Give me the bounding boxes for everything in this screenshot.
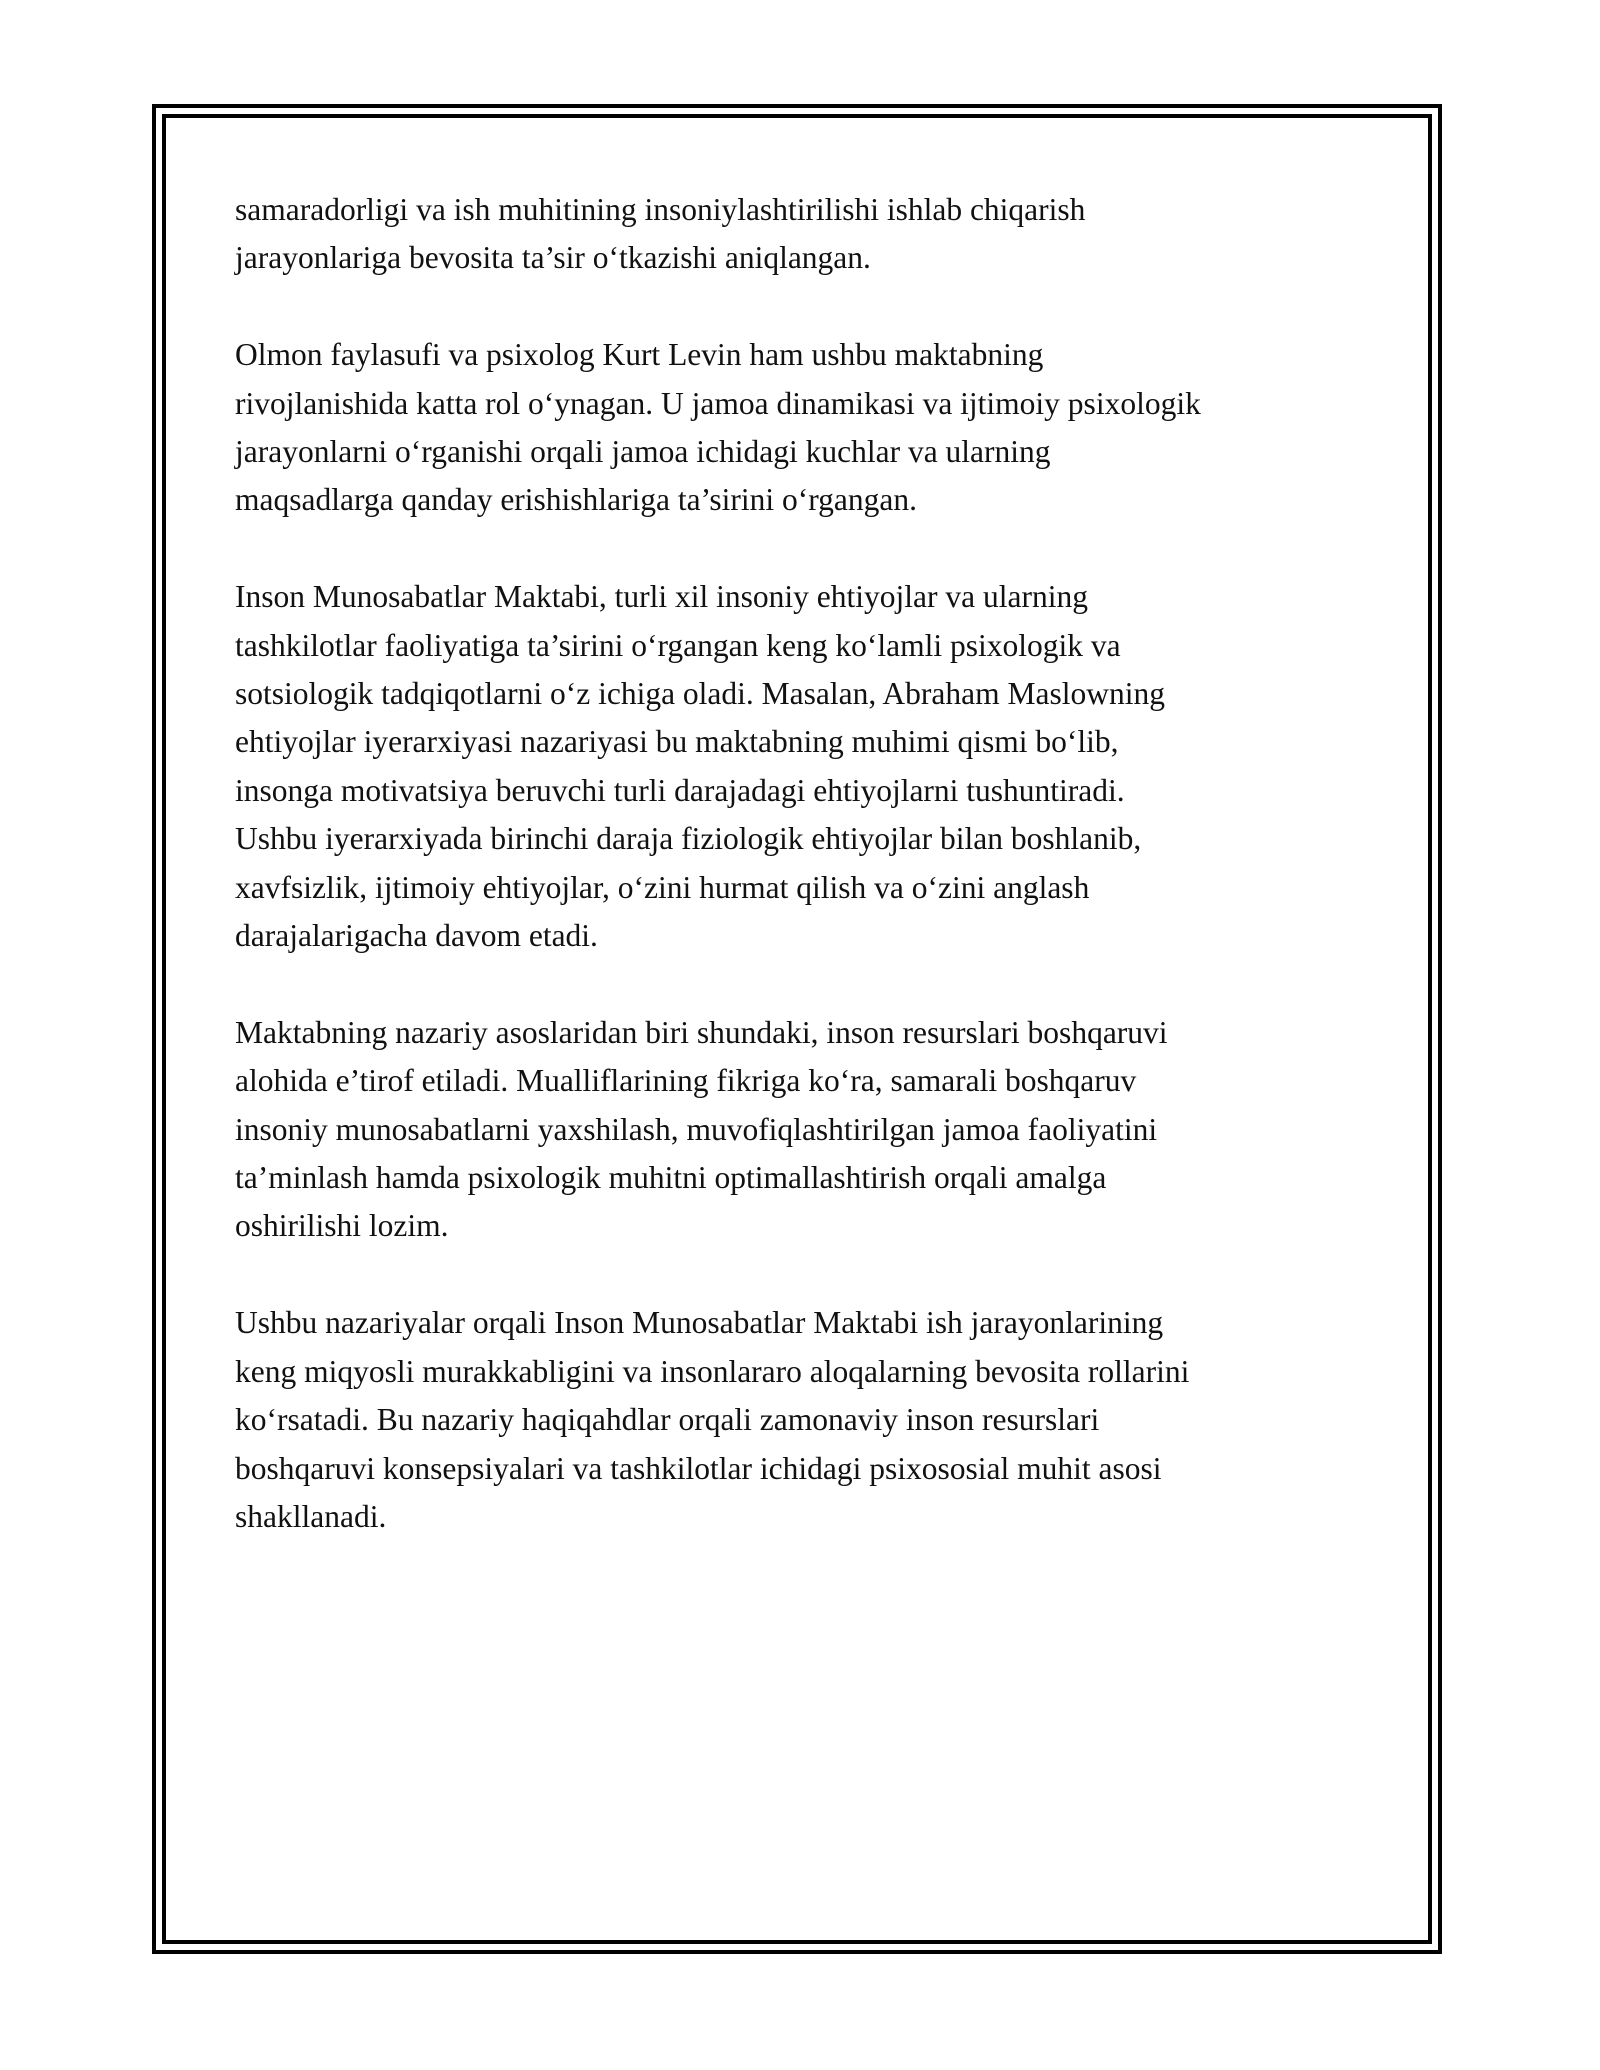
text-line: jarayonlariga bevosita ta’sir o‘tkazishi aniqlangan. <box>235 240 871 276</box>
paragraph-2 <box>235 331 1365 525</box>
text-line: rivojlanishida katta rol o‘ynagan. U jamoa dinamikasi va ijtimoiy psixologik <box>235 385 1201 421</box>
text-line: insonga motivatsiya beruvchi turli darajadagi ehtiyojlarni tushuntiradi. <box>235 772 1125 808</box>
text-line: darajalarigacha davom etadi. <box>235 918 598 954</box>
text-line: keng miqyosli murakkabligini va insonlararo aloqalarning bevosita rollarini <box>235 1353 1190 1389</box>
text-line: boshqaruvi konsepsiyalari va tashkilotlar ichidagi psixososial muhit asosi <box>235 1450 1162 1486</box>
text-line: jarayonlarni o‘rganishi orqali jamoa ichidagi kuchlar va ularning <box>235 434 1051 470</box>
text-line: alohida e’tirof etiladi. Mualliflarining fikriga ko‘ra, samarali boshqaruv <box>235 1063 1137 1099</box>
text-line: xavfsizlik, ijtimoiy ehtiyojlar, o‘zini hurmat qilish va o‘zini anglash <box>235 869 1090 905</box>
paragraph-4 <box>235 1009 1365 1251</box>
text-line: Inson Munosabatlar Maktabi, turli xil insoniy ehtiyojlar va ularning <box>235 579 1088 615</box>
text-line: ehtiyojlar iyerarxiyasi nazariyasi bu maktabning muhimi qismi bo‘lib, <box>235 724 1119 760</box>
paragraph-3 <box>235 573 1365 960</box>
text-line: insoniy munosabatlarni yaxshilash, muvofiqlashtirilgan jamoa faoliyatini <box>235 1111 1158 1147</box>
text-line: maqsadlarga qanday erishishlariga ta’sirini o‘rgangan. <box>235 482 918 518</box>
text-line: Maktabning nazariy asoslaridan biri shundaki, inson resurslari boshqaruvi <box>235 1014 1168 1050</box>
paragraph-5 <box>235 1299 1365 1541</box>
paragraph-1 <box>235 186 1365 283</box>
text-line: sotsiologik tadqiqotlarni o‘z ichiga oladi. Masalan, Abraham Maslowning <box>235 676 1165 712</box>
text-line: ko‘rsatadi. Bu nazariy haqiqahdlar orqali zamonaviy inson resurslari <box>235 1402 1100 1438</box>
text-line: Olmon faylasufi va psixolog Kurt Levin ham ushbu maktabning <box>235 337 1044 373</box>
text-line: oshirilishi lozim. <box>235 1208 449 1244</box>
text-line: tashkilotlar faoliyatiga ta’sirini o‘rgangan keng ko‘lamli psixologik va <box>235 627 1121 663</box>
text-line: ta’minlash hamda psixologik muhitni optimallashtirish orqali amalga <box>235 1160 1107 1196</box>
text-line: Ushbu nazariyalar orqali Inson Munosabatlar Maktabi ish jarayonlarining <box>235 1305 1164 1341</box>
page-body <box>235 186 1365 1590</box>
text-line: shakllanadi. <box>235 1498 387 1534</box>
text-line: Ushbu iyerarxiyada birinchi daraja fiziologik ehtiyojlar bilan boshlanib, <box>235 821 1142 857</box>
text-line: samaradorligi va ish muhitining insoniylashtirilishi ishlab chiqarish <box>235 192 1086 227</box>
